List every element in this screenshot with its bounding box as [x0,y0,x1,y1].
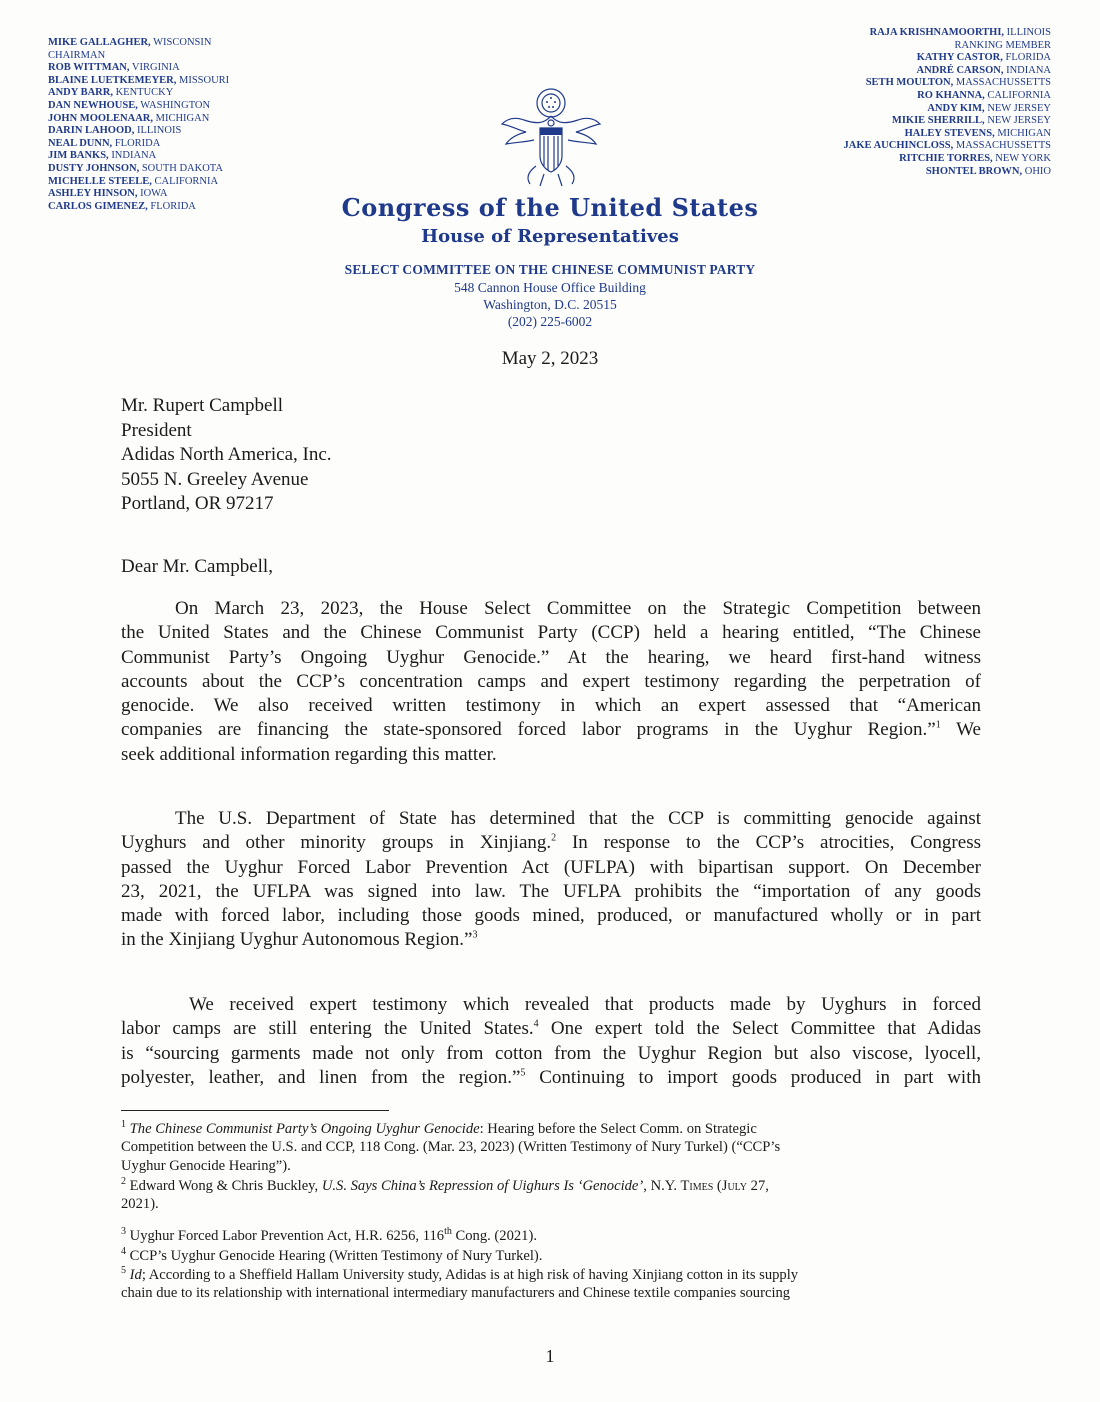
member-state: MASSACHUSSETTS [955,140,1051,152]
member-row [48,87,229,100]
member-name: JIM BANKS, [48,150,109,162]
letter-date: May 2, 2023 [501,348,599,369]
member-name: BLAINE LUETKEMEYER, [48,74,177,86]
member-state: INDIANA [1006,64,1051,76]
fn1-line [121,1120,986,1138]
member-state: INDIANA [111,150,157,162]
footnote-2 [121,1177,986,1214]
house-seal-icon [496,86,606,190]
fn1-title: The Chinese Communist Party’s Ongoing Uyghur Genocide [129,1121,480,1137]
member-name: HALEY STEVENS, [904,127,995,139]
member-name: SETH MOULTON, [865,77,954,89]
p2-text: in the Xinjiang Uyghur Autonomous Region.” [121,929,473,951]
fn4-line [121,1247,986,1265]
member-name: KATHY CASTOR, [916,52,1003,64]
footnote-mark-5: 5 [121,1265,126,1277]
member-row [844,27,1051,40]
member-state: ILLINOIS [136,125,182,137]
footnote-mark-4: 4 [121,1246,126,1258]
footnote-3 [121,1227,986,1245]
member-name: MICHELLE STEELE, [48,175,152,187]
footnote-4 [121,1247,986,1265]
member-state: CALIFORNIA [987,89,1051,101]
fn2-title: U.S. Says China’s Repression of Uighurs Is ‘Genocide’ [321,1178,644,1194]
p1-text: We [940,719,981,741]
recipient-block [121,394,332,517]
member-row [844,40,1051,53]
fn5-id: Id [129,1267,142,1283]
member-row [844,115,1051,128]
member-row [48,62,229,75]
body-paragraph-2 [121,807,981,953]
member-row [844,166,1051,179]
p2-line: made with forced labor, including those goods mined, produced, or manufactured wholly or in part [121,905,981,927]
member-row [844,128,1051,141]
p2-line: The U.S. Department of State has determined that the CCP is committing genocide against [175,808,981,829]
member-name: MIKIE SHERRILL, [891,115,985,127]
p2-text: In response to the CCP’s atrocities, Congress [556,832,981,854]
house-title: House of Representatives [421,226,679,247]
p3-text: polyester, leather, and linen from the region.” [121,1066,521,1088]
p3-text: labor camps are still entering the United States. [121,1018,534,1040]
member-name: RAJA KRISHNAMOORTHI, [869,27,1005,38]
footnote-ref-3: 3 [472,930,478,942]
member-state: WASHINGTON [140,99,211,111]
member-row [844,153,1051,166]
p1-line: Communist Party’s Ongoing Uyghur Genocide.” At the hearing, we heard first-hand witness [121,646,981,668]
fn4-text: CCP’s Uyghur Genocide Hearing (Written Testimony of Nury Turkel). [129,1248,543,1264]
member-name: RITCHIE TORRES, [899,152,993,164]
p3-line [121,1066,981,1090]
member-row [48,176,229,189]
fn1-rest: : Hearing before the Select Comm. on Strategic [479,1121,757,1137]
member-name: ANDRÉ CARSON, [916,64,1004,76]
p2-line: 23, 2021, the UFLPA was signed into law. The UFLPA prohibits the “importation of any goods [121,880,981,902]
footnote-divider [121,1110,389,1111]
footnote-mark-2: 2 [121,1176,126,1188]
member-state: MICHIGAN [997,127,1051,139]
fn5-line [121,1266,986,1284]
member-row [48,50,229,63]
p2-line [121,831,981,855]
page-number: 1 [545,1346,555,1366]
member-name: SHONTEL BROWN, [925,165,1023,177]
member-row [844,52,1051,65]
footnote-ref-1: 1 [935,720,941,732]
member-state: NEW JERSEY [987,115,1051,127]
member-row [48,163,229,176]
member-name: CARLOS GIMENEZ, [48,200,148,212]
member-name: ASHLEY HINSON, [48,188,138,200]
p1-line: the United States and the Chinese Communist Party (CCP) held a hearing entitled, “The Chinese [121,622,981,644]
p3-line: We received expert testimony which revealed that products made by Uyghurs in forced [189,994,981,1015]
fn3-sup: th [444,1226,452,1238]
member-state: CHAIRMAN [48,49,106,61]
member-row [48,37,229,50]
minority-members-list [844,27,1051,178]
p3-text: Continuing to import goods produced in part with [525,1066,981,1088]
phone-number: (202) 225-6002 [507,314,593,329]
member-row [844,65,1051,78]
member-row [844,103,1051,116]
fn2-authors: Edward Wong & Chris Buckley, [129,1178,322,1194]
member-state: NEW YORK [995,152,1051,164]
member-state: RANKING MEMBER [954,39,1051,51]
majority-members-list [48,37,229,213]
fn2-line: 2021). [121,1196,159,1213]
footnote-mark-3: 3 [121,1226,126,1238]
address-line-1: 548 Cannon House Office Building [454,280,646,295]
member-state: VIRGINIA [131,62,180,74]
member-row [844,77,1051,90]
p3-line [121,1017,981,1041]
member-state: FLORIDA [150,200,196,212]
recipient-title: President [121,419,192,441]
fn1-line: Uyghur Genocide Hearing”). [121,1157,291,1174]
congress-title: Congress of the United States [341,193,759,222]
member-row [844,140,1051,153]
body-paragraph-3 [121,993,981,1090]
p1-line: seek additional information regarding this matter. [121,743,497,765]
fn2-line [121,1177,986,1195]
recipient-street: 5055 N. Greeley Avenue [121,468,309,490]
fn5-text: ; According to a Sheffield Hallam University study, Adidas is at high risk of having Xinjiang cotton in its supply [141,1267,799,1283]
member-row [48,113,229,126]
member-state: MASSACHUSSETTS [955,77,1051,89]
fn5-line: chain due to its relationship with international intermediary manufacturers and Chinese textile companies sourcing [121,1285,791,1302]
member-row [48,100,229,113]
member-name: RO KHANNA, [917,89,985,101]
fn3-rest: Cong. (2021). [451,1228,537,1244]
member-name: ROB WITTMAN, [48,62,130,74]
member-row [48,125,229,138]
footnote-1 [121,1120,986,1175]
fn3-text: Uyghur Forced Labor Prevention Act, H.R. 6256, 116 [129,1228,445,1244]
p1-text: companies are financing the state-sponsored forced labor programs in the Uyghur Region.” [121,719,936,741]
member-state: CALIFORNIA [154,175,219,187]
member-row [48,150,229,163]
salutation: Dear Mr. Campbell, [121,556,273,577]
member-state: WISCONSIN [153,37,212,48]
member-name: DARIN LAHOOD, [48,125,135,137]
address-line-2: Washington, D.C. 20515 [483,297,617,312]
member-state: ILLINOIS [1006,27,1051,38]
p2-text: Uyghurs and other minority groups in Xinjiang. [121,832,552,854]
fn1-line: Competition between the U.S. and CCP, 118 Cong. (Mar. 23, 2023) (Written Testimony of Nury Turkel) (“CCP’s [121,1139,781,1156]
p3-text: One expert told the Select Committee that Adidas [538,1018,981,1040]
fn3-line [121,1227,986,1245]
p1-line: On March 23, 2023, the House Select Committee on the Strategic Competition between [175,598,981,619]
member-state: IOWA [140,188,168,200]
member-name: NEAL DUNN, [48,137,113,149]
p1-line: genocide. We also received written testimony in which an expert assessed that “American [121,695,981,717]
member-name: JAKE AUCHINCLOSS, [843,140,954,152]
member-state: FLORIDA [1005,52,1051,64]
member-state: MICHIGAN [155,112,210,124]
p3-line: is “sourcing garments made not only from cotton from the Uyghur Region but also viscose, lyocell, [121,1042,981,1064]
member-row [48,138,229,151]
footnote-5 [121,1266,986,1303]
member-state: KENTUCKY [115,87,174,99]
member-name: MIKE GALLAGHER, [48,37,151,48]
member-name: DUSTY JOHNSON, [48,162,140,174]
member-state: SOUTH DAKOTA [141,162,223,174]
member-state: FLORIDA [114,137,161,149]
member-row [844,90,1051,103]
recipient-name: Mr. Rupert Campbell [121,395,284,416]
member-name: ANDY KIM, [927,102,985,114]
recipient-city: Portland, OR 97217 [121,493,274,514]
recipient-company: Adidas North America, Inc. [121,444,332,465]
member-state: OHIO [1024,165,1051,177]
p2-line [121,928,981,952]
member-state: MISSOURI [178,74,230,86]
footnote-mark-1: 1 [121,1119,126,1131]
p1-line [121,718,981,742]
footnote-ref-5: 5 [520,1067,526,1079]
member-state: NEW JERSEY [987,102,1051,114]
p2-line: passed the Uyghur Forced Labor Prevention Act (UFLPA) with bipartisan support. On December [121,856,981,878]
member-name: DAN NEWHOUSE, [48,99,138,111]
fn2-pub: , N.Y. Times (July 27, [643,1178,769,1194]
p1-line: accounts about the CCP’s concentration camps and expert testimony regarding the perpetration of [121,670,981,692]
member-name: JOHN MOOLENAAR, [48,112,153,124]
member-row [48,75,229,88]
body-paragraph-1 [121,597,981,767]
footnote-ref-2: 2 [551,832,557,844]
member-name: ANDY BARR, [48,87,113,99]
footnote-ref-4: 4 [533,1018,539,1030]
committee-name: SELECT COMMITTEE ON THE CHINESE COMMUNIST PARTY [344,262,756,277]
